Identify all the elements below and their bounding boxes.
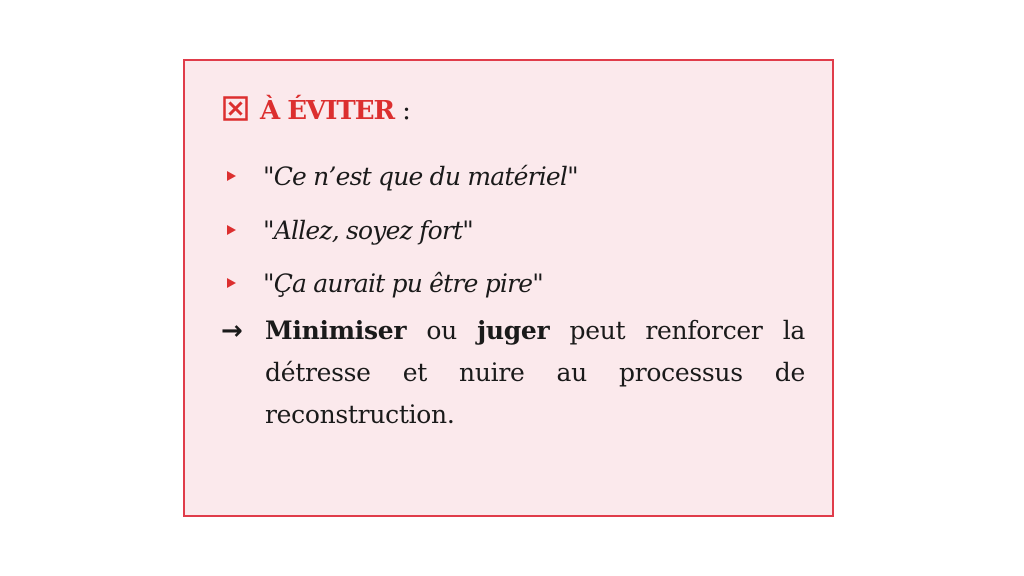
warning-box [183, 59, 834, 517]
conclusion-paragraph [221, 310, 805, 436]
triangle-bullet-icon [227, 171, 236, 181]
triangle-bullet-icon [227, 278, 236, 288]
triangle-bullet-icon [227, 225, 236, 235]
list-item [227, 203, 578, 257]
conclusion-connector: ou [406, 316, 478, 345]
quote-text: Allez, soyez fort [273, 215, 463, 245]
quote-open-mark: " [263, 215, 274, 245]
conclusion-rest: peut renforcer la détresse et nuire au processus de reconstruction. [265, 316, 805, 429]
conclusion-text [265, 310, 805, 436]
warning-heading [223, 93, 411, 129]
list-item [227, 149, 578, 203]
quote-close-mark: " [532, 268, 543, 298]
quote-close-mark: " [567, 161, 578, 191]
quote-open-mark: " [263, 161, 274, 191]
boxed-x-icon [223, 96, 248, 121]
heading-label: À ÉVITER [260, 96, 395, 126]
quote-open-mark: " [263, 268, 274, 298]
quote-text: Ce n’est que du matériel [273, 161, 568, 191]
bold-term-juger: juger [477, 316, 550, 345]
list-item [227, 257, 578, 309]
quote-list [227, 149, 578, 309]
quote-text: Ça aurait pu être pire [273, 268, 533, 298]
quote-close-mark: " [462, 215, 473, 245]
heading-colon: : [402, 96, 411, 126]
bold-term-minimiser: Minimiser [265, 316, 407, 345]
right-arrow-icon: → [221, 316, 243, 346]
